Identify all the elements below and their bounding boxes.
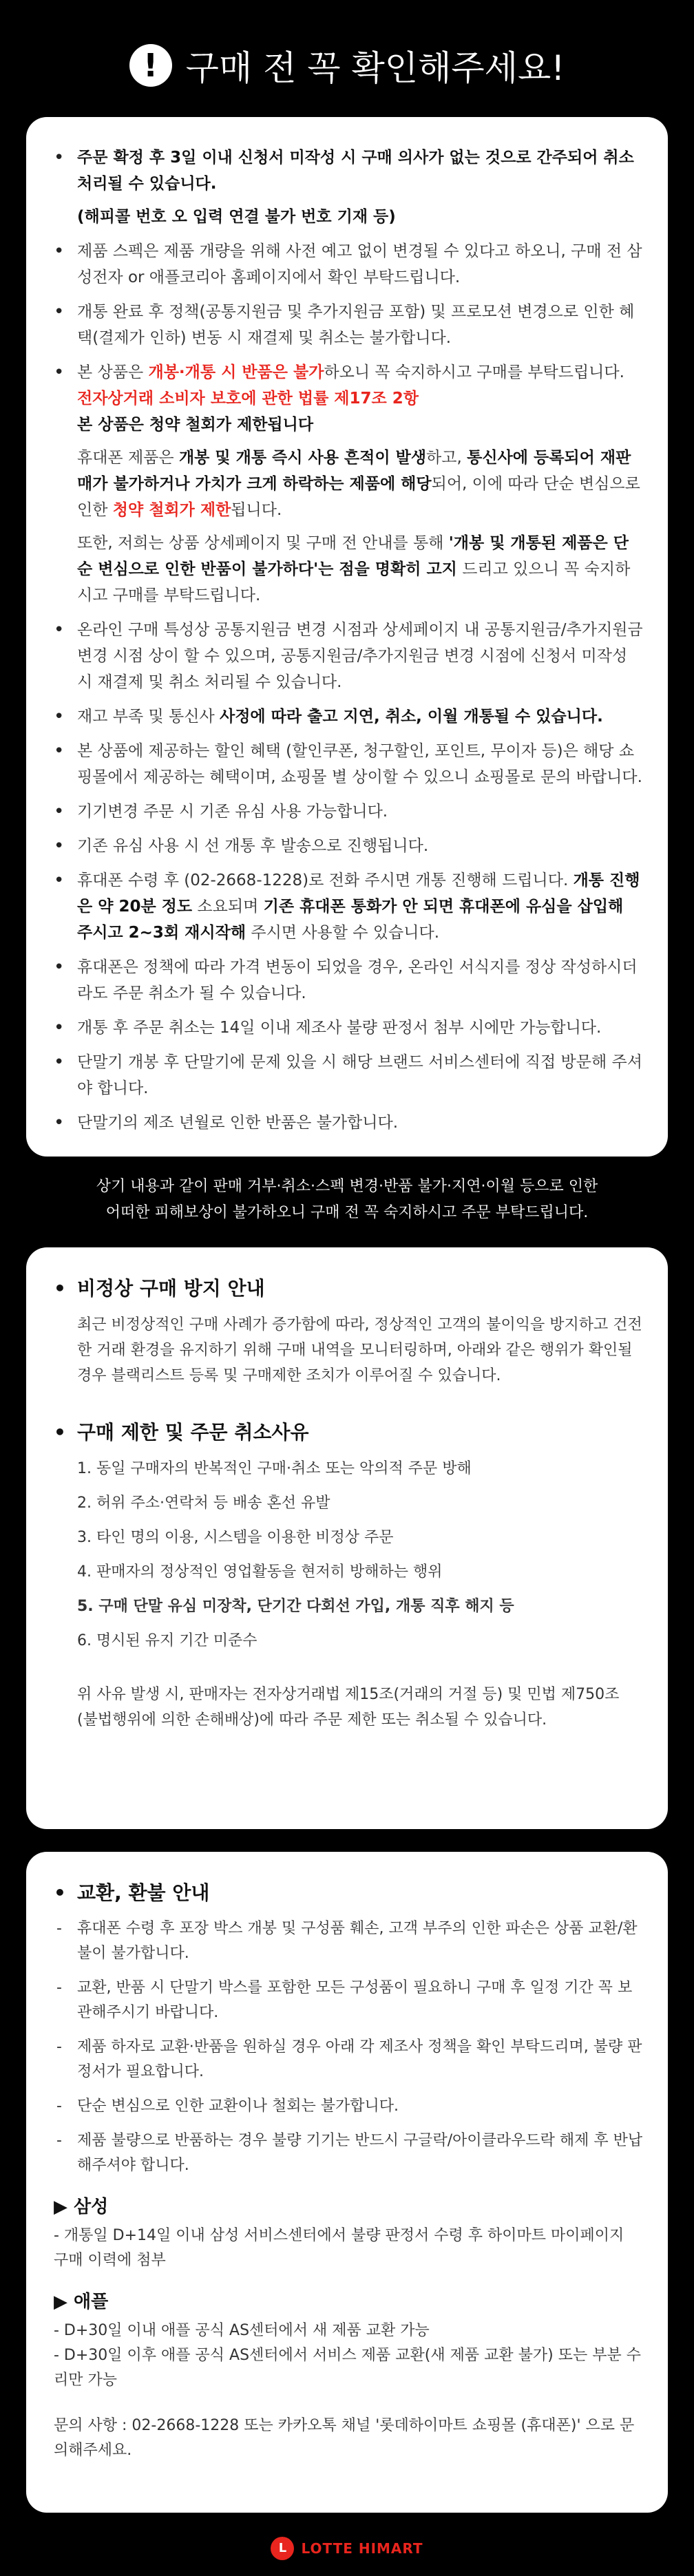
list-item: - 제품 하자로 교환·반품을 원하실 경우 아래 각 제조사 정책을 확인 부탁드리며, 불량 판정서가 필요합니다. <box>54 2035 643 2084</box>
notice-item: • 휴대폰 수령 후 (02-2668-1228)로 전화 주시면 개통 진행해 드립니다. 개통 진행은 약 20분 정도 소요되며 기존 휴대폰 통화가 안 되면 휴대폰에 유심을 삽입해 주시고 2~3회 재시작해 주시면 사용할 수 있습니다. <box>54 867 643 946</box>
exchange-refund-card <box>26 1852 668 2513</box>
notice-item: • 기기변경 주문 시 기존 유심 사용 가능합니다. <box>54 799 643 825</box>
list-item: - 교환, 반품 시 단말기 박스를 포함한 모든 구성품이 필요하니 구매 후 일정 기간 꼭 보관해주시기 바랍니다. <box>54 1976 643 2025</box>
notice-item: • 제품 스펙은 제품 개량을 위해 사전 예고 없이 변경될 수 있다고 하오니, 구매 전 삼성전자 or 애플코리아 홈페이지에서 확인 부탁드립니다. <box>54 238 643 291</box>
notice-item: • 단말기의 제조 년월로 인한 반품은 불가합니다. <box>54 1110 643 1136</box>
list-item: - 휴대폰 수령 후 포장 박스 개봉 및 구성품 훼손, 고객 부주의 인한 파손은 상품 교환/환불이 불가합니다. <box>54 1917 643 1966</box>
list-item: - 제품 불량으로 반품하는 경우 불량 기기는 반드시 구글락/아이클라우드락 해제 후 반납해주셔야 합니다. <box>54 2129 643 2178</box>
section-title: • 비정상 구매 방지 안내 <box>54 1275 643 1302</box>
lotte-logo-icon: L <box>271 2537 294 2560</box>
list-item: 6. 명시된 유지 기간 미준수 <box>77 1632 257 1649</box>
notice-banner: 상기 내용과 같이 판매 거부·취소·스펙 변경·반품 불가·지연·이월 등으로 인한 어떠한 피해보상이 불가하오니 구매 전 꼭 숙지하시고 주문 부탁드립니다. <box>96 1178 598 1221</box>
page-title: 구매 전 꼭 확인해주세요! <box>185 48 565 88</box>
list-item: 3. 타인 명의 이용, 시스템을 이용한 비정상 주문 <box>77 1529 394 1546</box>
apple-text: - D+30일 이내 애플 공식 AS센터에서 새 제품 교환 가능 <box>54 2322 430 2339</box>
apple-text: - D+30일 이후 애플 공식 AS센터에서 서비스 제품 교환(새 제품 교환 불가) 또는 부분 수리만 가능 <box>54 2347 641 2389</box>
list-item: 2. 허위 주소·연락처 등 배송 혼선 유발 <box>77 1495 330 1512</box>
restriction-list <box>54 1456 643 1654</box>
notice-item: • 개통 완료 후 정책(공통지원금 및 추가지원금 포함) 및 프로모션 변경으로 인한 혜택(결제가 인하) 변동 시 재결제 및 취소는 불가합니다. <box>54 299 643 351</box>
contact-text: 문의 사항 : 02-2668-1228 또는 카카오톡 채널 '롯데하이마트 쇼핑몰 (휴대폰)' 으로 문의해주세요. <box>54 2417 635 2459</box>
notice-item: • 본 상품에 제공하는 할인 혜택 (할인쿠폰, 청구할인, 포인트, 무이자 등)은 해당 쇼핑몰에서 제공하는 혜택이며, 쇼핑몰 별 상이할 수 있으니 쇼핑몰로 문의 바랍니다. <box>54 738 643 790</box>
purchase-notice-card <box>26 117 668 1157</box>
page-header <box>0 34 694 96</box>
notice-item: • 기존 유심 사용 시 선 개통 후 발송으로 진행됩니다. <box>54 833 643 859</box>
section-title: • 교환, 환불 안내 <box>54 1879 643 1907</box>
samsung-text: - 개통일 D+14일 이내 삼성 서비스센터에서 불량 판정서 수령 후 하이마트 마이페이지 구매 이력에 첨부 <box>54 2227 624 2269</box>
notice-item: • 재고 부족 및 통신사 사정에 따라 출고 지연, 취소, 이월 개통될 수 있습니다. <box>54 704 643 730</box>
brand-name: LOTTE HIMART <box>301 2540 423 2557</box>
abnormal-purchase-card <box>26 1247 668 1829</box>
apple-title: ▶ 애플 <box>54 2292 109 2312</box>
refund-list <box>54 1917 643 2178</box>
list-item: - 단순 변심으로 인한 교환이나 철회는 불가합니다. <box>54 2094 643 2119</box>
section-paragraph: 최근 비정상적인 구매 사례가 증가함에 따라, 정상적인 고객의 불이익을 방지하고 건전한 거래 환경을 유지하기 위해 구매 내역을 모니터링하며, 아래와 같은 행위가 확인될 경우 블랙리스트 등록 및 구매제한 조치가 이루어질 수 있습니다. <box>77 1316 642 1384</box>
notice-item: • 주문 확정 후 3일 이내 신청서 미작성 시 구매 의사가 없는 것으로 간주되어 취소 처리될 수 있습니다. (해피콜 번호 오 입력 연결 불가 번호 기재 등) <box>54 145 643 230</box>
samsung-title: ▶ 삼성 <box>54 2197 109 2217</box>
section-paragraph: 위 사유 발생 시, 판매자는 전자상거래법 제15조(거래의 거절 등) 및 민법 제750조 (불법행위에 의한 손해배상)에 따라 주문 제한 또는 취소될 수 있습니다. <box>77 1686 620 1729</box>
exclamation-icon: ! <box>129 44 172 87</box>
notice-item: • 단말기 개봉 후 단말기에 문제 있을 시 해당 브랜드 서비스센터에 직접 방문해 주셔야 합니다. <box>54 1049 643 1101</box>
notice-item: • 본 상품은 개봉·개통 시 반품은 불가하오니 꼭 숙지하시고 구매를 부탁드립니다. 전자상거래 소비자 보호에 관한 법률 제17조 2항 본 상품은 청약 철회가 제한됩니다 휴대폰 제품은 개봉 및 개통 즉시 사용 흔적이 발생하고, 통신사에 등록되어 재판매가 불가하거나 가치가 크게 하락하는 제품에 해당되어, 이에 따라 단순 변심으로 인한 청약 철회가 제한됩니다. 또한, 저희는 상품 상세페이지 및 구매 전 안내를 통해 '개봉 및 개통된 제품은 단순 변심으로 인한 반품이 불가하다'는 점을 명확히 고지 드리고 있으니 꼭 숙지하시고 구매를 부탁드립니다. <box>54 359 643 609</box>
list-item: 5. 구매 단말 유심 미장착, 단기간 다회선 가입, 개통 직후 해지 등 <box>77 1598 514 1615</box>
list-item: 1. 동일 구매자의 반복적인 구매·취소 또는 악의적 주문 방해 <box>77 1460 472 1477</box>
list-item: 4. 판매자의 정상적인 영업활동을 현저히 방해하는 행위 <box>77 1563 443 1581</box>
notice-item: • 휴대폰은 정책에 따라 가격 변동이 되었을 경우, 온라인 서식지를 정상 작성하시더라도 주문 취소가 될 수 있습니다. <box>54 954 643 1006</box>
notice-item: • 온라인 구매 특성상 공통지원금 변경 시점과 상세페이지 내 공통지원금/추가지원금 변경 시점 상이 할 수 있으며, 공통지원금/추가지원금 변경 시점에 신청서 미작성 시 재결제 및 취소 처리될 수 있습니다. <box>54 617 643 695</box>
notice-item: • 개통 후 주문 취소는 14일 이내 제조사 불량 판정서 첨부 시에만 가능합니다. <box>54 1015 643 1041</box>
footer-logo <box>0 2533 694 2564</box>
section-title: • 구매 제한 및 주문 취소사유 <box>54 1419 643 1446</box>
